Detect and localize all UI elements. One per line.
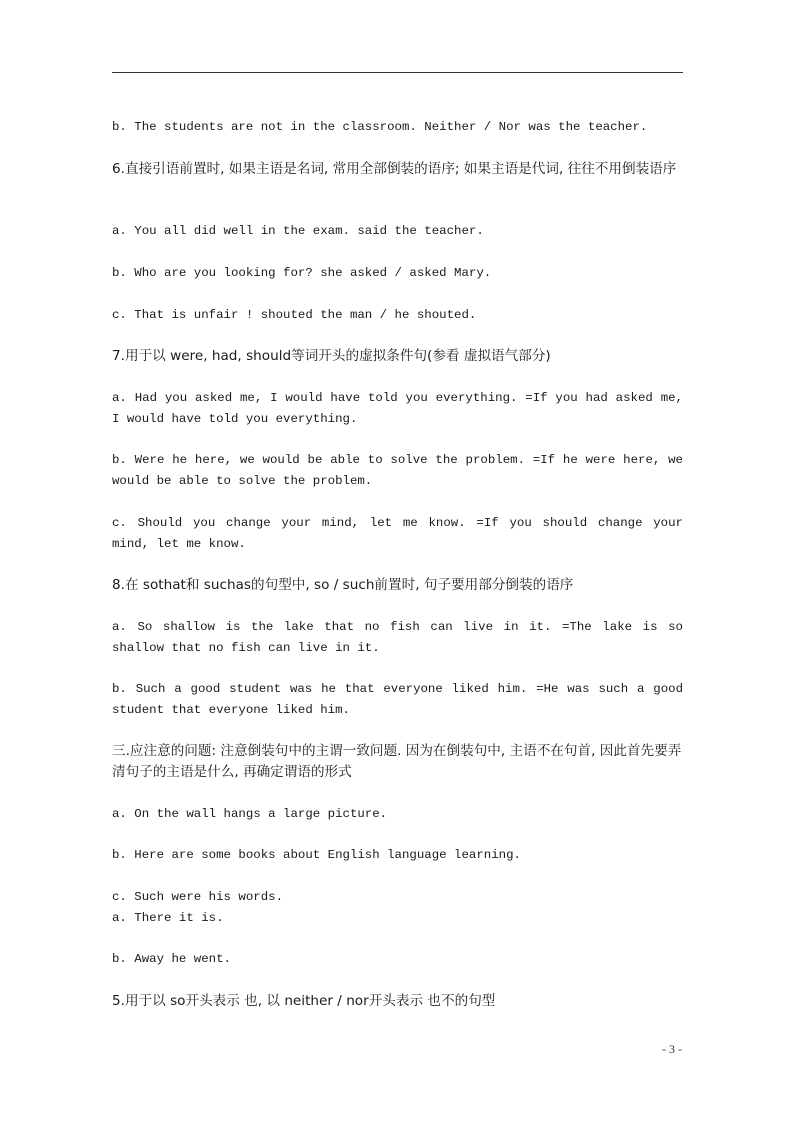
header-rule [112, 72, 683, 73]
paragraph-example: b. Were he here, we would be able to solve the problem. =If he were here, we would be able to solve the problem. [112, 453, 691, 488]
paragraph-example: b. Who are you looking for? she asked / asked Mary. [112, 266, 492, 280]
page-number: - 3 - [662, 1042, 682, 1056]
paragraph-example: a. There it is. [112, 911, 224, 925]
paragraph-example: b. Away he went. [112, 952, 231, 966]
paragraph-example: a. Had you asked me, I would have told you everything. =If you had asked me, I would have told you everything. [112, 391, 691, 426]
paragraph-example: a. You all did well in the exam. said the teacher. [112, 224, 484, 238]
section-heading-7: 7.用于以 were, had, should等词开头的虚拟条件句(参看 虚拟语气部分) [112, 348, 551, 364]
paragraph-example: a. So shallow is the lake that no fish can live in it. =The lake is so shallow that no fish can live in it. [112, 620, 691, 655]
paragraph-example: b. The students are not in the classroom. Neither / Nor was the teacher. [112, 120, 648, 134]
paragraph-example: c. Should you change your mind, let me know. =If you should change your mind, let me know. [112, 516, 691, 551]
section-heading-5: 5.用于以 so开头表示 也, 以 neither / nor开头表示 也不的句型 [112, 993, 496, 1009]
section-heading-8: 8.在 sothat和 suchas的句型中, so / such前置时, 句子要用部分倒装的语序 [112, 577, 574, 593]
section-heading-6: 6.直接引语前置时, 如果主语是名词, 常用全部倒装的语序; 如果主语是代词, 往往不用倒装语序 [112, 161, 677, 177]
section-heading-3: 三.应注意的问题: 注意倒装句中的主谓一致问题. 因为在倒装句中, 主语不在句首, 因此首先要弄清句子的主语是什么, 再确定谓语的形式 [112, 743, 682, 780]
paragraph-example: b. Here are some books about English language learning. [112, 848, 521, 862]
paragraph-example: a. On the wall hangs a large picture. [112, 807, 388, 821]
paragraph-example: c. Such were his words. [112, 890, 284, 904]
paragraph-example: c. That is unfair ! shouted the man / he shouted. [112, 308, 477, 322]
paragraph-example: b. Such a good student was he that everyone liked him. =He was such a good student that everyone liked him. [112, 682, 691, 717]
